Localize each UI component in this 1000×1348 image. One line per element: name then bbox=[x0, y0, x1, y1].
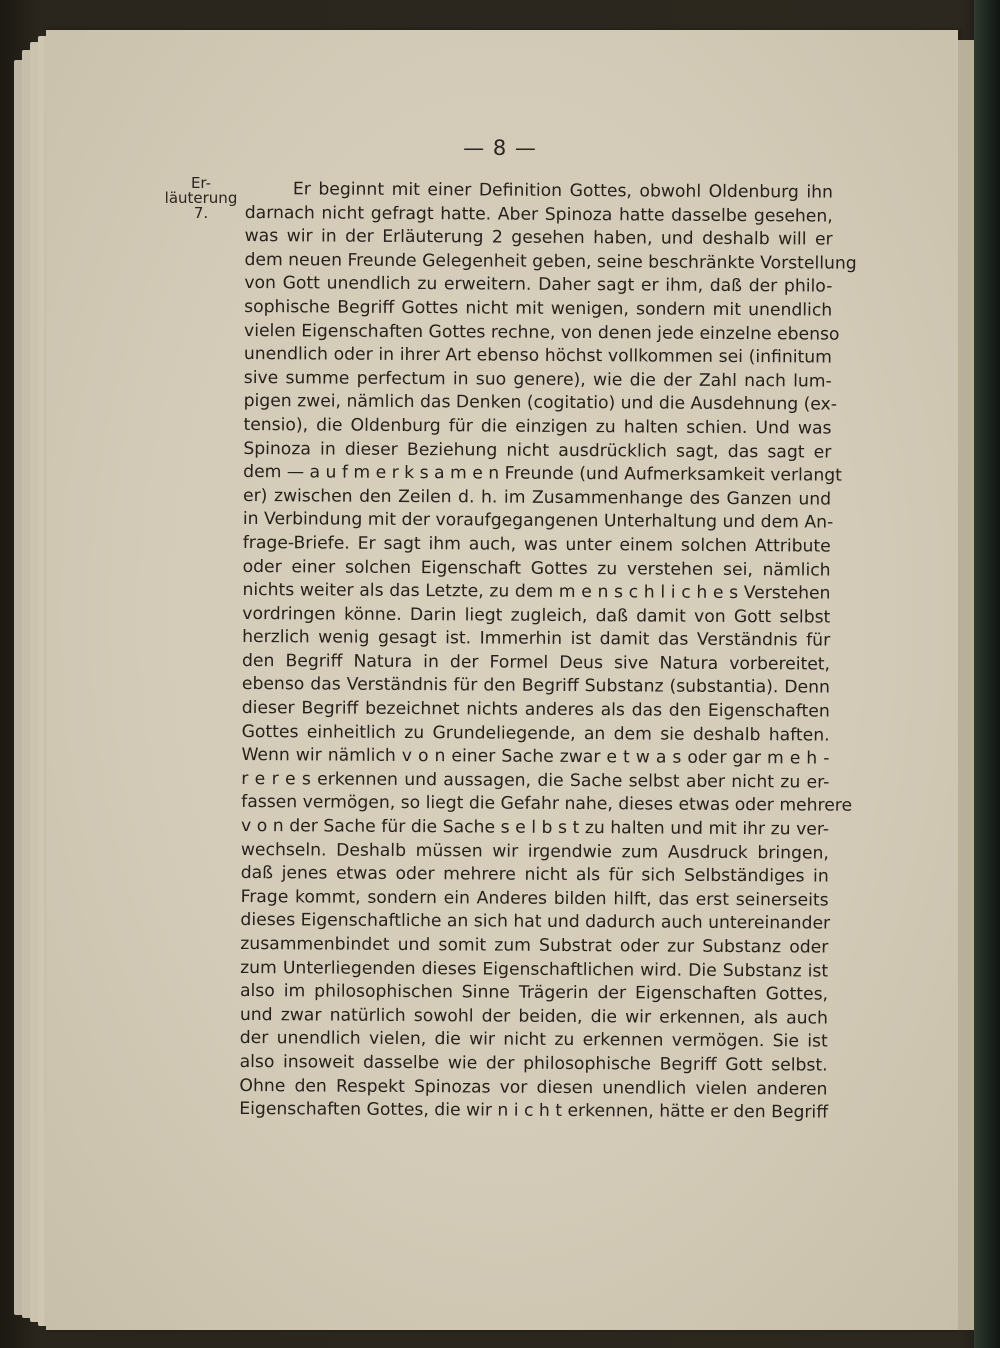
text-line: fassen vermögen, so liegt die Gefahr nahe, dieses etwas oder mehrere bbox=[241, 792, 853, 817]
text-line: also insoweit dasselbe wie der philosophische Begriff Gott selbst. bbox=[239, 1051, 828, 1076]
text-line: Spinoza in dieser Beziehung nicht ausdrücklich sagt, das sagt er bbox=[243, 438, 832, 463]
page-number: — 8 — bbox=[463, 136, 537, 160]
text-line: pigen zwei, nämlich das Denken (cogitatio) und die Ausdehnung (ex- bbox=[243, 391, 838, 415]
text-line: ebenso das Verständnis für den Begriff Substanz (substantia). Denn bbox=[241, 674, 830, 699]
text-line: unendlich oder in ihrer Art ebenso höchst vollkommen sei (infinitum bbox=[243, 344, 832, 368]
text-line: was wir in der Erläuterung 2 gesehen haben, und deshalb will er bbox=[244, 226, 833, 250]
text-line: dieses Eigenschaftliche an sich hat und dadurch auch untereinander bbox=[240, 910, 831, 934]
margin-note bbox=[160, 176, 242, 221]
text-line: wechseln. Deshalb müssen wir irgendwie zum Ausdruck bringen, bbox=[240, 839, 829, 864]
text-line: der unendlich vielen, die wir nicht zu erkennen vermögen. Sie ist bbox=[239, 1028, 828, 1052]
text-line: von Gott unendlich zu erweitern. Daher sagt er ihm, daß der philo- bbox=[244, 273, 833, 297]
text-line: herzlich wenig gesagt ist. Immerhin ist damit das Verständnis für bbox=[242, 627, 831, 651]
text-line: also im philosophischen Sinne Trägerin der Eigenschaften Gottes, bbox=[239, 981, 829, 1005]
margin-note-line: läuterung bbox=[164, 189, 238, 207]
text-line: frage-Briefe. Er sagt ihm auch, was unter einem solchen Attribute bbox=[242, 532, 831, 557]
text-line: und zwar natürlich sowohl der beiden, die wir erkennen, als auch bbox=[239, 1004, 828, 1029]
text-line: r e r e s erkennen und aussagen, die Sache selbst aber nicht zu er- bbox=[241, 768, 830, 793]
text-line: er) zwischen den Zeilen d. h. im Zusammenhange des Ganzen und bbox=[242, 485, 832, 510]
text-line: darnach nicht gefragt hatte. Aber Spinoza hatte dasselbe gesehen, bbox=[244, 202, 833, 227]
body-text bbox=[239, 178, 857, 1125]
text-line: Ohne den Respekt Spinozas vor diesen unendlich vielen anderen bbox=[239, 1075, 828, 1100]
text-line: Wenn wir nämlich v o n einer Sache zwar e t w a s oder gar m e h - bbox=[241, 745, 830, 769]
text-line: sive summe perfectum in suo genere), wie die der Zahl nach lum- bbox=[243, 367, 832, 392]
text-line: in Verbindung mit der voraufgegangenen Unterhaltung und dem An- bbox=[242, 509, 834, 533]
book-binding bbox=[974, 0, 1000, 1348]
margin-note-line: 7. bbox=[193, 204, 209, 222]
text-line: oder einer solchen Eigenschaft Gottes zu verstehen sei, nämlich bbox=[242, 556, 831, 581]
text-line: Er beginnt mit einer Definition Gottes, obwohl Oldenburg ihn bbox=[292, 179, 833, 203]
text-line: vielen Eigenschaften Gottes rechne, von denen jede einzelne ebenso bbox=[244, 320, 840, 345]
facing-page-edge bbox=[958, 40, 974, 1330]
text-line: tensio), die Oldenburg für die einzigen zu halten schien. Und was bbox=[243, 414, 832, 439]
text-line: sophische Begriff Gottes nicht mit wenigen, sondern mit unendlich bbox=[244, 296, 833, 321]
text-line: daß jenes etwas oder mehrere nicht als für sich Selbständiges in bbox=[240, 863, 829, 887]
text-line: dem neuen Freunde Gelegenheit geben, seine beschränkte Vorstellung bbox=[244, 249, 857, 274]
text-line: den Begriff Natura in der Formel Deus sive Natura vorbereitet, bbox=[241, 650, 831, 675]
text-line: Frage kommt, sondern ein Anderes bilden hilft, das erst seinerseits bbox=[240, 886, 829, 911]
text-line: dieser Begriff bezeichnet nichts anderes als das den Eigenschaften bbox=[241, 698, 830, 722]
text-line: vordringen könne. Darin liegt zugleich, daß damit von Gott selbst bbox=[242, 603, 831, 628]
text-line: v o n der Sache für die Sache s e l b s t zu halten und mit ihr zu ver- bbox=[240, 816, 830, 840]
text-line: Eigenschaften Gottes, die wir n i c h t erkennen, hätte er den Begriff bbox=[239, 1099, 829, 1123]
text-line: zusammenbindet und somit zum Substrat oder zur Substanz oder bbox=[240, 933, 829, 958]
text-line: Gottes einheitlich zu Grundeliegende, an dem sie deshalb haften. bbox=[241, 721, 830, 746]
text-line: zum Unterliegenden dieses Eigenschaftlichen wird. Die Substanz ist bbox=[240, 957, 829, 982]
text-line: nichts weiter als das Letzte, zu dem m e n s c h l i c h e s Verstehen bbox=[242, 580, 831, 604]
margin-note-line: Er- bbox=[190, 174, 212, 192]
text-line: dem — a u f m e r k s a m e n Freunde (und Aufmerksamkeit verlangt bbox=[243, 462, 842, 486]
